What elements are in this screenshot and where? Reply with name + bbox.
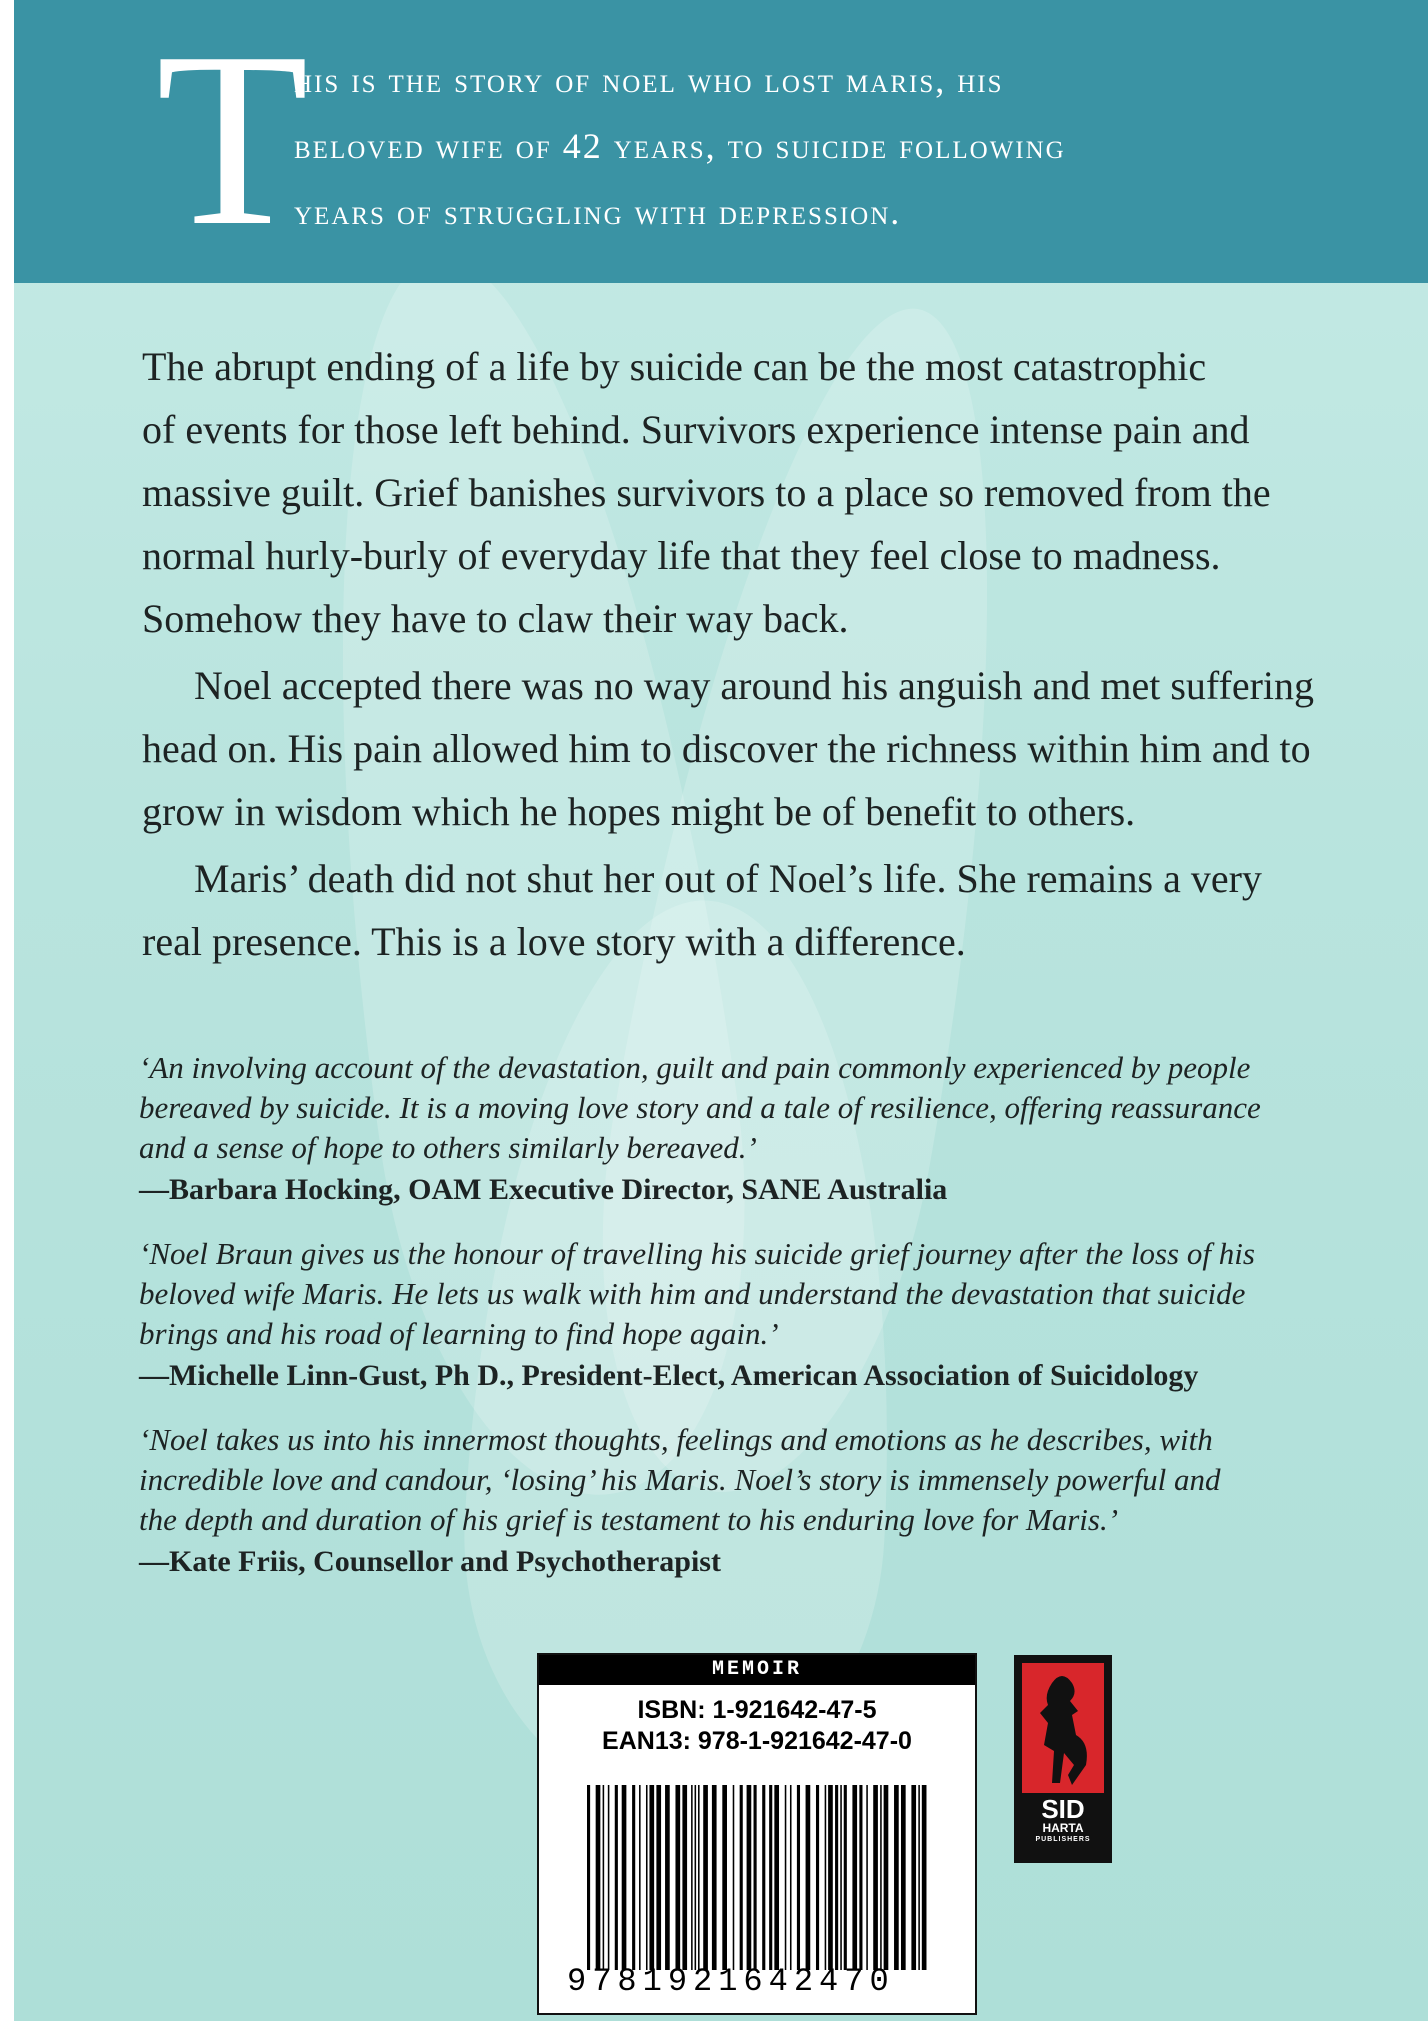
quote-line: the depth and duration of his grief is testament to his enduring love for Maris.’: [139, 1502, 1119, 1537]
endorsement-quote: [139, 1234, 1389, 1354]
text-line: of events for those left behind. Survivors experience intense pain and: [142, 407, 1250, 452]
barcode-bar: [816, 1785, 819, 1970]
barcode-bar: [918, 1785, 920, 1970]
barcode-bar: [596, 1785, 601, 1970]
barcode-bar: [622, 1785, 627, 1970]
text-line: The abrupt ending of a life by suicide can be the most catastrophic: [142, 344, 1207, 389]
quote-line: bereaved by suicide. It is a moving love story and a tale of resilience, offering reassurance: [139, 1090, 1261, 1125]
barcode-block: [537, 1653, 977, 2015]
text-line: massive guilt. Grief banishes survivors to a place so removed from the: [142, 470, 1271, 515]
text-line: real presence. This is a love story with a difference.: [142, 919, 966, 964]
text-line: head on. His pain allowed him to discover the richness within him and to: [142, 726, 1311, 771]
barcode-bar: [675, 1785, 680, 1970]
barcode-bar: [615, 1785, 618, 1970]
quote-line: incredible love and candour, ‘losing’ his Maris. Noel’s story is immensely powerful and: [139, 1462, 1221, 1497]
barcode-bar: [922, 1785, 927, 1970]
barcode-bar: [587, 1785, 590, 1970]
publisher-name-3: PUBLISHERS: [1035, 1836, 1091, 1843]
text-line: grow in wisdom which he hopes might be of benefit to others.: [142, 789, 1136, 834]
intro-line: beloved wife of 42 years, to suicide following: [294, 126, 1066, 166]
barcode-bar: [762, 1785, 765, 1970]
barcode-bar: [603, 1785, 605, 1970]
barcode-bar: [712, 1785, 717, 1970]
blurb-paragraph-2: [142, 654, 1392, 843]
book-back-cover: [14, 0, 1428, 2021]
intro-text: [294, 47, 1374, 245]
barcode-bar: [790, 1785, 792, 1970]
barcode-bar: [639, 1785, 641, 1970]
quote-line: ‘Noel takes us into his innermost thoughts, feelings and emotions as he describes, with: [139, 1422, 1213, 1457]
text-line: normal hurly-burly of everyday life that they feel close to madness.: [142, 533, 1221, 578]
publisher-name-2: HARTA: [1042, 1821, 1084, 1835]
barcode-bar: [747, 1785, 752, 1970]
barcode-bar: [632, 1785, 635, 1970]
barcode-bar: [825, 1785, 827, 1970]
barcode-bar: [774, 1785, 779, 1970]
quote-line: ‘An involving account of the devastation, guilt and pain commonly experienced by people: [139, 1050, 1251, 1085]
isbn-number: ISBN: 1-921642-47-5: [637, 1696, 877, 1724]
blurb-paragraph-3: [142, 847, 1392, 973]
barcode-bar: [665, 1785, 670, 1970]
barcode-bar: [797, 1785, 800, 1970]
barcode-bar: [740, 1785, 743, 1970]
text-line: Somehow they have to claw their way back.: [142, 596, 849, 641]
endorsement: [139, 1048, 1389, 1212]
drop-cap: T: [156, 1, 309, 278]
barcode-bar: [835, 1785, 838, 1970]
endorsement-attribution: —Michelle Linn-Gust, Ph D., President-Elect, American Association of Suicidology: [139, 1359, 1199, 1392]
publisher-name-1: SID: [1041, 1794, 1085, 1824]
barcode-bar: [806, 1785, 811, 1970]
puppet-figure-icon: [1022, 1663, 1104, 1793]
category-label: MEMOIR: [539, 1655, 975, 1685]
barcode-bar: [646, 1785, 648, 1970]
barcode-bar: [859, 1785, 862, 1970]
publisher-logo: [1014, 1655, 1112, 1863]
barcode-bar: [844, 1785, 847, 1970]
barcode-bar: [695, 1785, 697, 1970]
quote-line: beloved wife Maris. He lets us walk with him and understand the devastation that suicide: [139, 1276, 1246, 1311]
barcode-bar: [649, 1785, 654, 1970]
endorsements: [139, 1048, 1389, 1606]
barcode-bar: [840, 1785, 842, 1970]
barcode: [587, 1785, 927, 1970]
intro-line: years of struggling with depression.: [294, 192, 902, 232]
barcode-bar: [873, 1785, 878, 1970]
blurb-body: [142, 335, 1392, 977]
endorsement-quote: [139, 1048, 1389, 1168]
endorsement-quote: [139, 1420, 1389, 1540]
barcode-bar: [722, 1785, 727, 1970]
intro-band: [14, 0, 1428, 283]
barcode-bar: [682, 1785, 687, 1970]
endorsement-attribution: —Kate Friis, Counsellor and Psychotherapist: [139, 1545, 721, 1578]
barcode-bar: [901, 1785, 906, 1970]
endorsement: [139, 1420, 1389, 1584]
barcode-bar: [911, 1785, 916, 1970]
barcode-bar: [785, 1785, 787, 1970]
barcode-bar: [894, 1785, 899, 1970]
barcode-bar: [866, 1785, 868, 1970]
barcode-bar: [754, 1785, 757, 1970]
quote-line: and a sense of hope to others similarly bereaved.’: [139, 1130, 757, 1165]
intro-line: his is the story of noel who lost maris, his: [294, 60, 1004, 100]
barcode-bar: [698, 1785, 700, 1970]
endorsement-attribution: —Barbara Hocking, OAM Executive Director, SANE Australia: [139, 1173, 948, 1206]
barcode-bar: [880, 1785, 882, 1970]
barcode-bar: [733, 1785, 735, 1970]
endorsement: [139, 1234, 1389, 1398]
blurb-paragraph-1: [142, 335, 1392, 650]
text-line: Noel accepted there was no way around his anguish and met suffering: [194, 663, 1315, 708]
barcode-bar: [608, 1785, 610, 1970]
barcode-digits: 9781921642470: [567, 1963, 895, 2000]
quote-line: brings and his road of learning to find hope again.’: [139, 1316, 779, 1351]
barcode-bar: [769, 1785, 772, 1970]
quote-line: ‘Noel Braun gives us the honour of travelling his suicide grief journey after the loss of his: [139, 1236, 1255, 1271]
ean-number: EAN13: 978-1-921642-47-0: [602, 1727, 912, 1755]
barcode-bar: [884, 1785, 889, 1970]
barcode-bar: [703, 1785, 708, 1970]
barcode-bar: [828, 1785, 833, 1970]
isbn-text: [539, 1695, 975, 1757]
text-line: Maris’ death did not shut her out of Noel’s life. She remains a very: [194, 856, 1262, 901]
barcode-bar: [656, 1785, 661, 1970]
barcode-bar: [852, 1785, 857, 1970]
barcode-bar: [691, 1785, 693, 1970]
